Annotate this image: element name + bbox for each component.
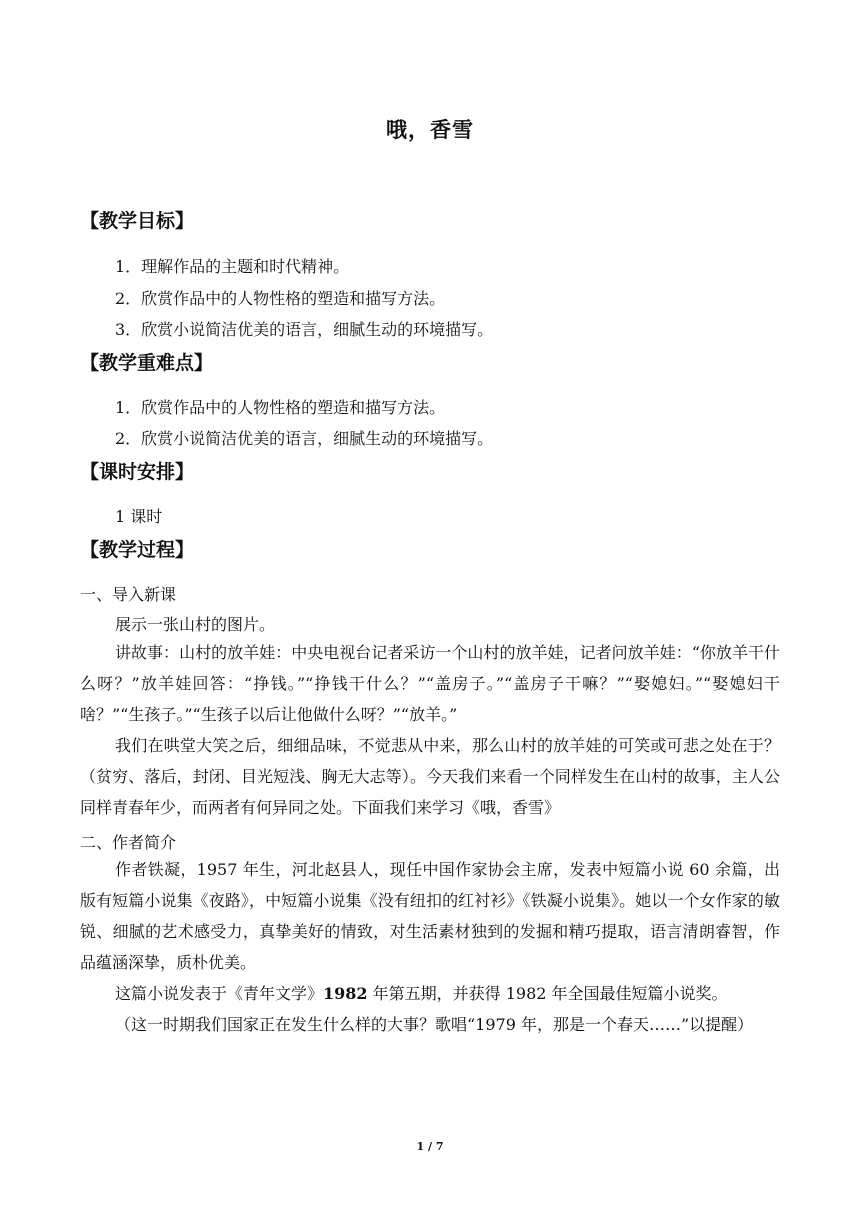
- author-paragraph-2: [80, 978, 780, 1009]
- intro-paragraph-2: 讲故事：山村的放羊娃：中央电视台记者采访一个山村的放羊娃，记者问放羊娃：“你放羊干什么呀？”放羊娃回答：“挣钱。”“挣钱干什么？”“盖房子。”“盖房子干嘛？”“娶媳妇。”“娶媳妇干啥？”“生孩子。”“生孩子以后让他做什么呀？”“放羊。”: [80, 643, 780, 724]
- heading-schedule: 【课时安排】: [80, 461, 195, 483]
- author-paragraph-2-year: 1982: [323, 984, 368, 1003]
- heading-process: 【教学过程】: [80, 539, 195, 561]
- heading-key-points: 【教学重难点】: [80, 352, 214, 374]
- author-paragraph-2-part-c: 年第五期，并获得 1982 年全国最佳短篇小说奖。: [367, 984, 728, 1003]
- schedule-text: 1 课时: [115, 507, 163, 526]
- author-paragraph-1: 作者铁凝，1957 年生，河北赵县人，现任中国作家协会主席，发表中短篇小说 60 余篇，出版有短篇小说集《夜路》，中短篇小说集《没有纽扣的红衬衫》《铁凝小说集》。她以一个女作家的敏锐、细腻的艺术感受力，真挚美好的情致，对生活素材独到的发掘和精巧提取，语言清朗睿智，作品蕴涵深挚，质朴优美。: [80, 860, 780, 972]
- document-title: 哦，香雪: [386, 117, 474, 142]
- objective-item-3: 3．欣赏小说简洁优美的语言，细腻生动的环境描写。: [115, 320, 494, 339]
- objective-item-2: 2．欣赏作品中的人物性格的塑造和描写方法。: [115, 289, 446, 308]
- key-point-item-2: 2．欣赏小说简洁优美的语言，细腻生动的环境描写。: [115, 429, 494, 448]
- section-heading-intro: 一、导入新课: [80, 585, 177, 604]
- author-paragraph-3: （这一时期我们国家正在发生什么样的大事？歌唱“1979 年，那是一个春天……”以提醒）: [115, 1015, 754, 1034]
- intro-paragraph-1: 展示一张山村的图片。: [115, 615, 276, 634]
- key-point-item-1: 1．欣赏作品中的人物性格的塑造和描写方法。: [115, 398, 446, 417]
- intro-paragraph-3: 我们在哄堂大笑之后，细细品味，不觉悲从中来，那么山村的放羊娃的可笑或可悲之处在于？（贫穷、落后，封闭、目光短浅、胸无大志等）。今天我们来看一个同样发生在山村的故事，主人公同样青春年少，而两者有何异同之处。下面我们来学习《哦，香雪》: [80, 736, 780, 817]
- heading-objectives: 【教学目标】: [80, 210, 195, 232]
- author-paragraph-2-part-a: 这篇小说发表于《青年文学》: [115, 984, 324, 1003]
- objective-item-1: 1．理解作品的主题和时代精神。: [115, 257, 350, 276]
- section-heading-author: 二、作者简介: [80, 833, 177, 852]
- page-number: 1 / 7: [416, 1140, 444, 1153]
